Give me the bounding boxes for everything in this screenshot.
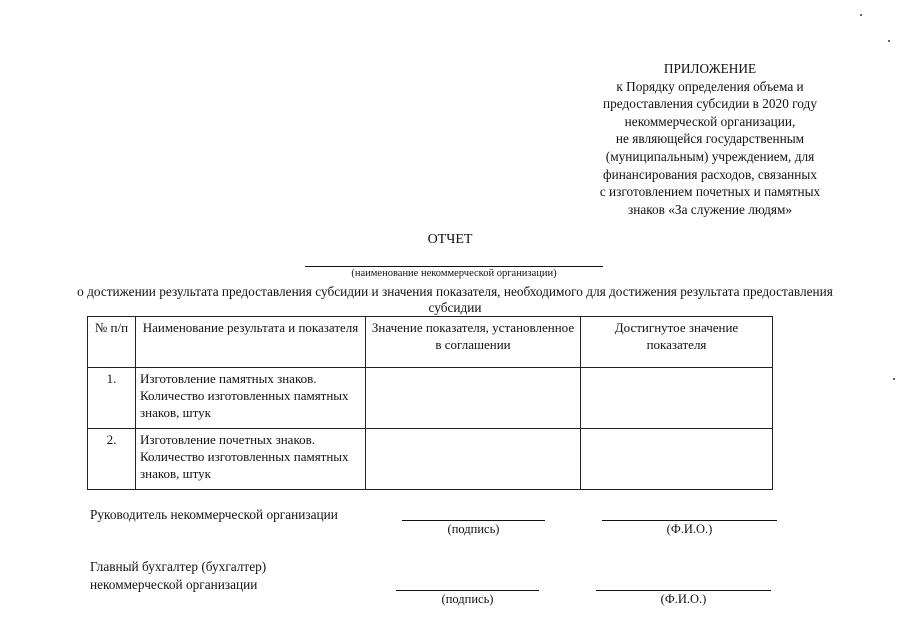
row-set-value bbox=[366, 429, 581, 490]
appendix-line: знаков «За служение людям» bbox=[627, 201, 793, 217]
head-signature-caption: (подпись) bbox=[447, 522, 500, 536]
appendix-line: с изготовлением почетных и памятных bbox=[599, 184, 821, 200]
table-row bbox=[88, 368, 773, 429]
organization-name-line bbox=[305, 266, 603, 267]
appendix-line: не являющейся государственным bbox=[615, 131, 805, 147]
row-achieved-value bbox=[581, 429, 773, 490]
row-achieved-value bbox=[581, 368, 773, 429]
accountant-signature-line bbox=[396, 590, 539, 591]
appendix-line: к Порядку определения объема и bbox=[616, 78, 804, 94]
accountant-label-line: Главный бухгалтер (бухгалтер) bbox=[90, 559, 267, 574]
report-table bbox=[87, 316, 773, 490]
report-subtitle: о достижении результата предоставления субсидии и значения показателя, необходимого для достижения результата предоставления субсидии bbox=[77, 284, 833, 315]
column-header-set-value: Значение показателя, установленное в соглашении bbox=[366, 317, 581, 368]
row-set-value bbox=[366, 368, 581, 429]
accountant-label-line: некоммерческой организации bbox=[90, 576, 258, 592]
row-name: Изготовление памятных знаков. Количество изготовленных памятных знаков, штук bbox=[136, 368, 366, 429]
appendix-line: финансирования расходов, связанных bbox=[603, 166, 817, 182]
appendix-block bbox=[560, 60, 860, 218]
table-header-row bbox=[88, 317, 773, 368]
accountant-name-caption: (Ф.И.О.) bbox=[660, 592, 707, 606]
head-signature-label: Руководитель некоммерческой организации bbox=[90, 507, 338, 522]
organization-name-caption: (наименование некоммерческой организации) bbox=[351, 268, 557, 279]
head-name-line bbox=[602, 520, 777, 521]
column-header-achieved-value: Достигнутое значение показателя bbox=[581, 317, 773, 368]
accountant-signature-caption: (подпись) bbox=[441, 592, 494, 606]
appendix-heading: ПРИЛОЖЕНИЕ bbox=[663, 61, 757, 76]
row-number: 1. bbox=[88, 368, 136, 429]
head-signature-line bbox=[402, 520, 545, 521]
report-title: ОТЧЕТ bbox=[427, 232, 473, 247]
accountant-signature-label bbox=[90, 558, 266, 593]
head-name-caption: (Ф.И.О.) bbox=[666, 522, 713, 536]
scan-speck bbox=[893, 378, 895, 380]
column-header-name: Наименование результата и показателя bbox=[136, 317, 366, 368]
row-number: 2. bbox=[88, 429, 136, 490]
appendix-line: (муниципальным) учреждением, для bbox=[605, 148, 815, 164]
accountant-name-line bbox=[596, 590, 771, 591]
scan-speck bbox=[888, 40, 890, 42]
column-header-number: № п/п bbox=[88, 317, 136, 368]
appendix-line: предоставления субсидии в 2020 году bbox=[603, 96, 817, 112]
scan-speck bbox=[860, 14, 862, 16]
row-name: Изготовление почетных знаков. Количество изготовленных памятных знаков, штук bbox=[136, 429, 366, 490]
appendix-line: некоммерческой организации, bbox=[624, 113, 796, 129]
table-row bbox=[88, 429, 773, 490]
